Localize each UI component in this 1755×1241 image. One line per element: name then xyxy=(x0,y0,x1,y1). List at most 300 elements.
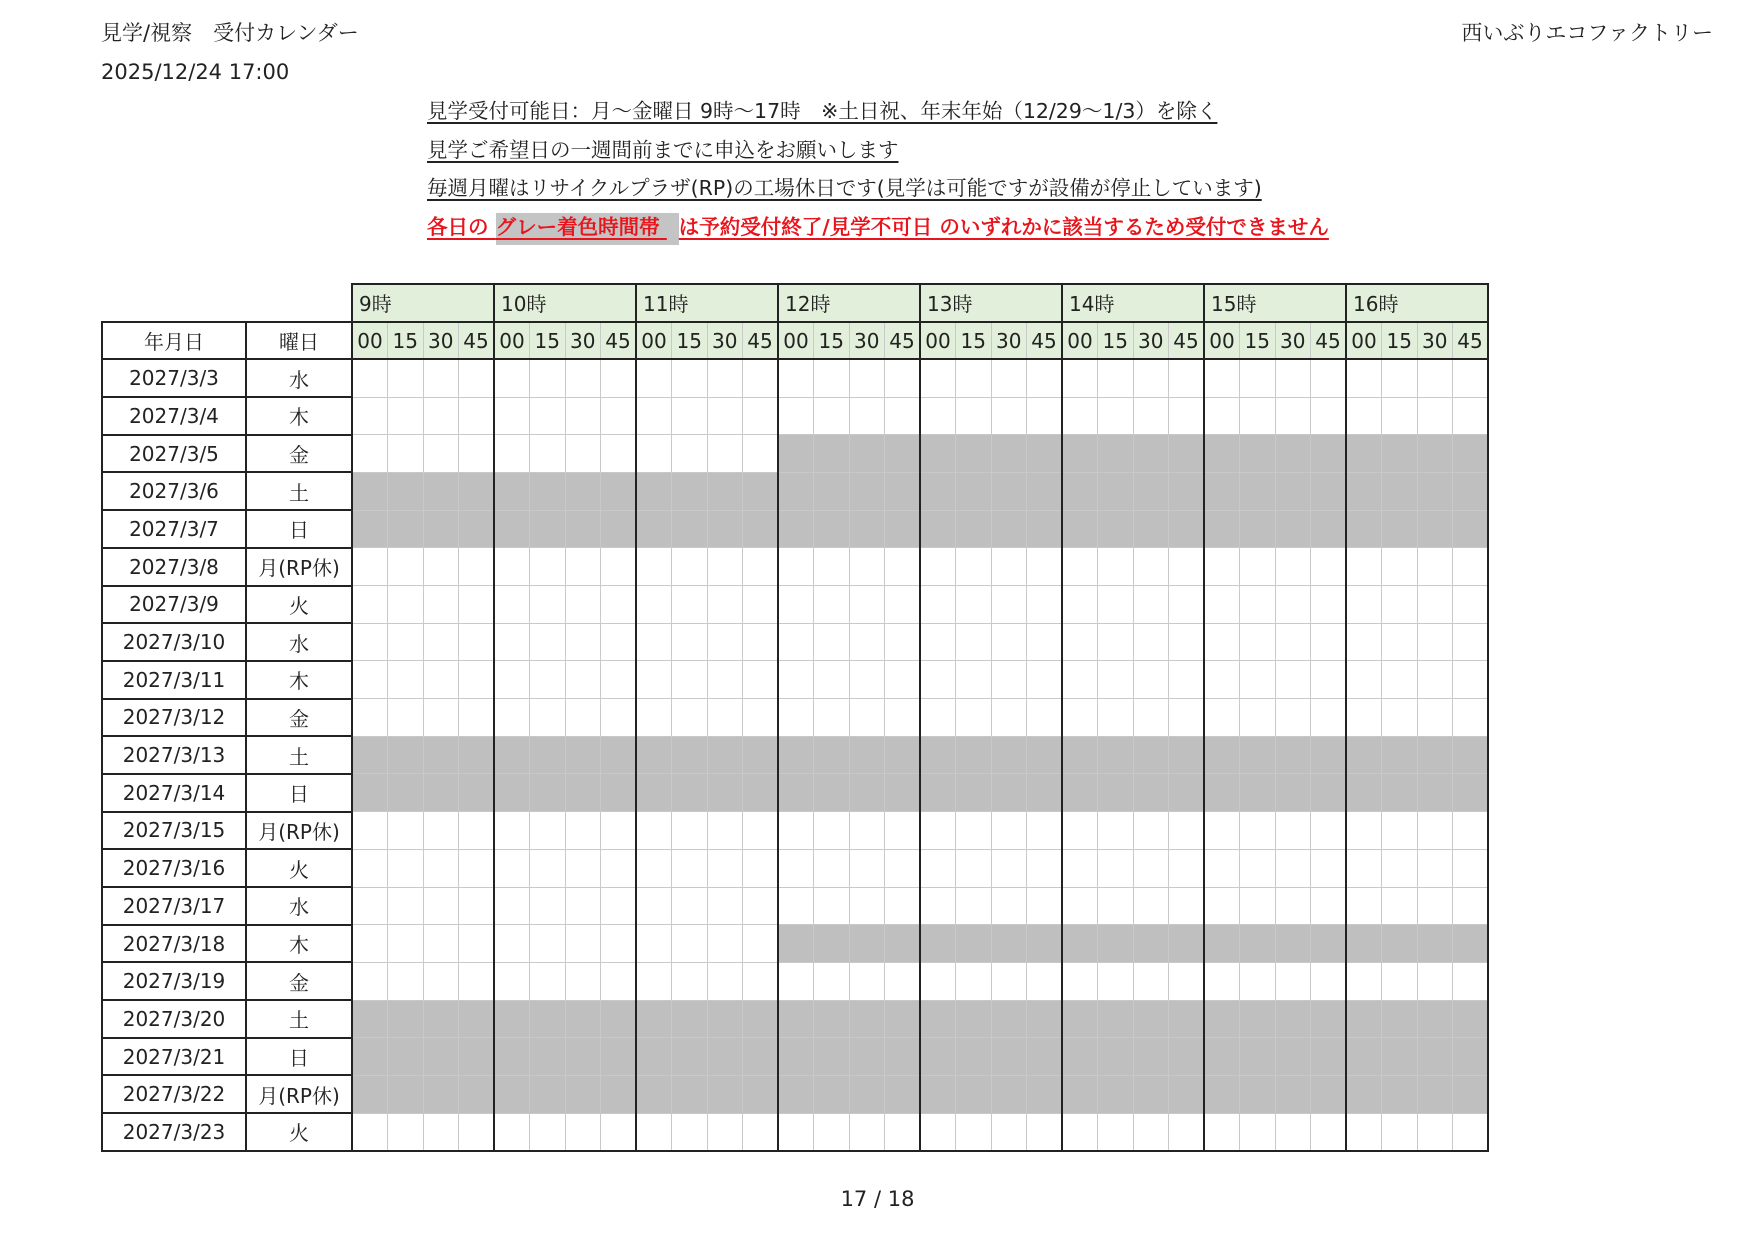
header-left xyxy=(101,14,359,92)
note-hours: 見学受付可能日：月～金曜日 9時～17時 ※土日祝、年末年始（12/29～1/3）を除く xyxy=(427,99,1218,123)
time-slot-blocked xyxy=(1027,774,1063,812)
time-slot-open xyxy=(352,397,388,435)
row-date: 2027/3/17 xyxy=(102,887,246,925)
time-slot-open xyxy=(743,699,779,737)
time-slot-open xyxy=(814,812,850,850)
time-slot-open xyxy=(459,812,495,850)
minute-header: 00 xyxy=(352,322,388,360)
time-slot-open xyxy=(352,623,388,661)
time-slot-blocked xyxy=(885,472,921,510)
time-slot-open xyxy=(956,586,992,624)
time-slot-blocked xyxy=(1027,736,1063,774)
time-slot-blocked xyxy=(530,510,566,548)
time-slot-open xyxy=(1346,699,1382,737)
time-slot-open xyxy=(565,548,601,586)
time-slot-open xyxy=(778,887,814,925)
time-slot-open xyxy=(1204,548,1240,586)
time-slot-blocked xyxy=(885,510,921,548)
time-slot-blocked xyxy=(1133,1075,1169,1113)
time-slot-open xyxy=(991,699,1027,737)
minute-header: 30 xyxy=(565,322,601,360)
time-slot-open xyxy=(601,359,637,397)
row-weekday: 火 xyxy=(246,1113,352,1151)
time-slot-blocked xyxy=(423,1000,459,1038)
time-slot-open xyxy=(388,397,424,435)
time-slot-open xyxy=(1204,812,1240,850)
time-slot-open xyxy=(1382,962,1418,1000)
time-slot-open xyxy=(885,1113,921,1151)
time-slot-open xyxy=(778,623,814,661)
minute-header: 00 xyxy=(1062,322,1098,360)
print-datetime: 2025/12/24 17:00 xyxy=(101,60,290,84)
time-slot-open xyxy=(885,962,921,1000)
time-slot-blocked xyxy=(956,925,992,963)
time-slot-blocked xyxy=(601,472,637,510)
time-slot-open xyxy=(778,548,814,586)
row-date: 2027/3/6 xyxy=(102,472,246,510)
time-slot-open xyxy=(707,1113,743,1151)
minute-header: 30 xyxy=(1275,322,1311,360)
time-slot-open xyxy=(1169,661,1205,699)
time-slot-open xyxy=(991,1113,1027,1151)
time-slot-blocked xyxy=(1240,510,1276,548)
time-slot-blocked xyxy=(494,1000,530,1038)
time-slot-blocked xyxy=(778,472,814,510)
time-slot-open xyxy=(956,1113,992,1151)
time-slot-open xyxy=(459,849,495,887)
time-slot-open xyxy=(1098,887,1134,925)
time-slot-open xyxy=(636,586,672,624)
time-slot-open xyxy=(920,359,956,397)
time-slot-open xyxy=(1133,586,1169,624)
time-slot-open xyxy=(707,623,743,661)
time-slot-open xyxy=(459,548,495,586)
row-weekday: 水 xyxy=(246,623,352,661)
time-slot-blocked xyxy=(459,1038,495,1076)
time-slot-open xyxy=(956,962,992,1000)
time-slot-open xyxy=(1311,699,1347,737)
time-slot-blocked xyxy=(991,1038,1027,1076)
time-slot-open xyxy=(1062,699,1098,737)
time-slot-open xyxy=(885,849,921,887)
time-slot-blocked xyxy=(920,510,956,548)
time-slot-blocked xyxy=(956,1000,992,1038)
time-slot-open xyxy=(991,586,1027,624)
time-slot-blocked xyxy=(494,774,530,812)
minute-header: 30 xyxy=(1133,322,1169,360)
row-weekday: 木 xyxy=(246,925,352,963)
time-slot-open xyxy=(920,397,956,435)
time-slot-open xyxy=(352,586,388,624)
time-slot-open xyxy=(1311,623,1347,661)
time-slot-open xyxy=(1417,359,1453,397)
time-slot-blocked xyxy=(459,736,495,774)
hour-header: 12時 xyxy=(778,284,920,322)
time-slot-open xyxy=(707,699,743,737)
time-slot-open xyxy=(1417,397,1453,435)
time-slot-blocked xyxy=(1062,925,1098,963)
time-slot-open xyxy=(636,699,672,737)
time-slot-blocked xyxy=(743,736,779,774)
time-slot-blocked xyxy=(423,1038,459,1076)
time-slot-open xyxy=(1275,661,1311,699)
note-warning: 各日の グレー着色時間帯 は予約受付終了/見学不可日 のいずれかに該当するため受付できません xyxy=(427,208,1329,247)
time-slot-blocked xyxy=(1275,435,1311,473)
time-slot-open xyxy=(1204,586,1240,624)
time-slot-open xyxy=(1382,586,1418,624)
time-slot-blocked xyxy=(1346,1075,1382,1113)
time-slot-blocked xyxy=(743,510,779,548)
time-slot-open xyxy=(885,699,921,737)
time-slot-blocked xyxy=(1275,472,1311,510)
time-slot-blocked xyxy=(849,472,885,510)
time-slot-blocked xyxy=(672,1038,708,1076)
time-slot-blocked xyxy=(991,472,1027,510)
time-slot-open xyxy=(1169,623,1205,661)
time-slot-open xyxy=(1133,887,1169,925)
time-slot-open xyxy=(814,548,850,586)
time-slot-open xyxy=(1169,1113,1205,1151)
time-slot-open xyxy=(707,548,743,586)
time-slot-blocked xyxy=(1453,1075,1489,1113)
time-slot-blocked xyxy=(1311,925,1347,963)
row-date: 2027/3/23 xyxy=(102,1113,246,1151)
time-slot-blocked xyxy=(1417,774,1453,812)
time-slot-open xyxy=(352,1113,388,1151)
time-slot-blocked xyxy=(1027,1075,1063,1113)
time-slot-blocked xyxy=(601,1075,637,1113)
time-slot-blocked xyxy=(1098,1038,1134,1076)
time-slot-blocked xyxy=(743,1075,779,1113)
time-slot-open xyxy=(991,548,1027,586)
notes-block xyxy=(427,92,1329,247)
time-slot-blocked xyxy=(1382,736,1418,774)
time-slot-open xyxy=(494,925,530,963)
time-slot-open xyxy=(1027,661,1063,699)
time-slot-blocked xyxy=(991,774,1027,812)
time-slot-blocked xyxy=(1204,1075,1240,1113)
time-slot-blocked xyxy=(956,1038,992,1076)
time-slot-open xyxy=(1417,887,1453,925)
time-slot-open xyxy=(672,397,708,435)
time-slot-blocked xyxy=(885,1038,921,1076)
time-slot-open xyxy=(1382,359,1418,397)
time-slot-open xyxy=(1062,586,1098,624)
time-slot-open xyxy=(1346,397,1382,435)
calendar-row xyxy=(102,510,1488,548)
time-slot-open xyxy=(1169,887,1205,925)
time-slot-blocked xyxy=(1417,472,1453,510)
time-slot-open xyxy=(423,699,459,737)
time-slot-blocked xyxy=(1346,736,1382,774)
time-slot-open xyxy=(636,812,672,850)
time-slot-open xyxy=(494,849,530,887)
time-slot-open xyxy=(1453,623,1489,661)
time-slot-blocked xyxy=(459,1000,495,1038)
time-slot-blocked xyxy=(1204,435,1240,473)
minute-header: 30 xyxy=(849,322,885,360)
time-slot-open xyxy=(885,623,921,661)
time-slot-open xyxy=(1275,548,1311,586)
row-date: 2027/3/12 xyxy=(102,699,246,737)
time-slot-open xyxy=(1062,359,1098,397)
time-slot-open xyxy=(1275,359,1311,397)
hour-header: 16時 xyxy=(1346,284,1488,322)
time-slot-open xyxy=(1204,359,1240,397)
time-slot-open xyxy=(1453,887,1489,925)
time-slot-open xyxy=(530,812,566,850)
time-slot-open xyxy=(494,548,530,586)
minute-header-row xyxy=(102,322,1488,360)
time-slot-open xyxy=(459,661,495,699)
minute-header: 30 xyxy=(707,322,743,360)
time-slot-open xyxy=(601,812,637,850)
time-slot-open xyxy=(459,397,495,435)
time-slot-open xyxy=(743,586,779,624)
time-slot-open xyxy=(814,397,850,435)
row-date: 2027/3/14 xyxy=(102,774,246,812)
time-slot-blocked xyxy=(636,774,672,812)
time-slot-open xyxy=(1311,397,1347,435)
time-slot-open xyxy=(1382,887,1418,925)
time-slot-blocked xyxy=(565,510,601,548)
time-slot-open xyxy=(956,397,992,435)
time-slot-open xyxy=(1133,849,1169,887)
time-slot-open xyxy=(601,435,637,473)
time-slot-blocked xyxy=(1098,472,1134,510)
time-slot-blocked xyxy=(885,925,921,963)
time-slot-open xyxy=(1133,1113,1169,1151)
time-slot-blocked xyxy=(423,736,459,774)
time-slot-open xyxy=(494,623,530,661)
time-slot-open xyxy=(672,359,708,397)
calendar-row xyxy=(102,887,1488,925)
time-slot-open xyxy=(1311,887,1347,925)
time-slot-open xyxy=(1417,661,1453,699)
time-slot-open xyxy=(636,397,672,435)
time-slot-blocked xyxy=(1133,736,1169,774)
time-slot-open xyxy=(423,397,459,435)
time-slot-open xyxy=(1240,359,1276,397)
time-slot-blocked xyxy=(1453,510,1489,548)
time-slot-blocked xyxy=(423,472,459,510)
time-slot-blocked xyxy=(1204,925,1240,963)
time-slot-open xyxy=(707,397,743,435)
time-slot-blocked xyxy=(1169,1038,1205,1076)
minute-header: 45 xyxy=(1311,322,1347,360)
time-slot-open xyxy=(1027,397,1063,435)
time-slot-blocked xyxy=(814,435,850,473)
time-slot-blocked xyxy=(920,1038,956,1076)
time-slot-open xyxy=(352,548,388,586)
time-slot-open xyxy=(1240,887,1276,925)
time-slot-open xyxy=(707,887,743,925)
time-slot-open xyxy=(778,586,814,624)
time-slot-open xyxy=(601,1113,637,1151)
time-slot-blocked xyxy=(565,774,601,812)
time-slot-open xyxy=(530,586,566,624)
time-slot-blocked xyxy=(1169,472,1205,510)
time-slot-blocked xyxy=(530,472,566,510)
time-slot-blocked xyxy=(1169,1075,1205,1113)
time-slot-open xyxy=(743,1113,779,1151)
time-slot-open xyxy=(565,812,601,850)
time-slot-blocked xyxy=(920,925,956,963)
row-weekday: 金 xyxy=(246,962,352,1000)
time-slot-open xyxy=(352,887,388,925)
time-slot-blocked xyxy=(1133,435,1169,473)
time-slot-blocked xyxy=(1133,925,1169,963)
note-monday: 毎週月曜はリサイクルプラザ(RP)の工場休日です(見学は可能ですが設備が停止しています) xyxy=(427,176,1262,201)
time-slot-open xyxy=(601,661,637,699)
time-slot-blocked xyxy=(352,1075,388,1113)
time-slot-open xyxy=(423,849,459,887)
row-weekday: 木 xyxy=(246,661,352,699)
time-slot-open xyxy=(849,849,885,887)
time-slot-blocked xyxy=(388,1075,424,1113)
calendar-row xyxy=(102,1113,1488,1151)
time-slot-open xyxy=(672,435,708,473)
time-slot-open xyxy=(352,359,388,397)
time-slot-open xyxy=(1346,812,1382,850)
time-slot-open xyxy=(849,962,885,1000)
time-slot-blocked xyxy=(672,1075,708,1113)
time-slot-blocked xyxy=(1346,435,1382,473)
time-slot-open xyxy=(1169,586,1205,624)
time-slot-open xyxy=(423,887,459,925)
time-slot-open xyxy=(1275,397,1311,435)
time-slot-open xyxy=(494,812,530,850)
time-slot-blocked xyxy=(1169,510,1205,548)
time-slot-blocked xyxy=(1027,925,1063,963)
time-slot-open xyxy=(849,359,885,397)
row-date: 2027/3/10 xyxy=(102,623,246,661)
minute-header: 15 xyxy=(530,322,566,360)
time-slot-blocked xyxy=(1382,510,1418,548)
time-slot-open xyxy=(459,623,495,661)
time-slot-open xyxy=(743,925,779,963)
time-slot-blocked xyxy=(1311,435,1347,473)
time-slot-open xyxy=(565,887,601,925)
time-slot-open xyxy=(459,962,495,1000)
time-slot-blocked xyxy=(991,1075,1027,1113)
time-slot-open xyxy=(352,849,388,887)
time-slot-open xyxy=(920,1113,956,1151)
time-slot-open xyxy=(920,887,956,925)
row-weekday: 火 xyxy=(246,586,352,624)
time-slot-open xyxy=(1382,1113,1418,1151)
time-slot-blocked xyxy=(672,736,708,774)
time-slot-open xyxy=(1382,548,1418,586)
time-slot-open xyxy=(1417,699,1453,737)
time-slot-open xyxy=(1062,812,1098,850)
row-date: 2027/3/16 xyxy=(102,849,246,887)
time-slot-open xyxy=(778,849,814,887)
time-slot-open xyxy=(565,1113,601,1151)
time-slot-open xyxy=(1382,699,1418,737)
time-slot-open xyxy=(1204,1113,1240,1151)
time-slot-open xyxy=(743,962,779,1000)
page-number: 17 / 18 xyxy=(840,1187,915,1211)
time-slot-blocked xyxy=(388,1038,424,1076)
time-slot-open xyxy=(778,397,814,435)
time-slot-blocked xyxy=(1098,510,1134,548)
time-slot-blocked xyxy=(920,472,956,510)
time-slot-open xyxy=(1275,812,1311,850)
time-slot-open xyxy=(1453,962,1489,1000)
time-slot-open xyxy=(1027,548,1063,586)
time-slot-blocked xyxy=(778,736,814,774)
time-slot-blocked xyxy=(991,1000,1027,1038)
time-slot-blocked xyxy=(352,1038,388,1076)
time-slot-open xyxy=(1311,359,1347,397)
time-slot-open xyxy=(1240,397,1276,435)
time-slot-open xyxy=(1311,962,1347,1000)
time-slot-blocked xyxy=(1453,435,1489,473)
time-slot-open xyxy=(388,548,424,586)
time-slot-open xyxy=(1098,359,1134,397)
time-slot-blocked xyxy=(991,736,1027,774)
time-slot-blocked xyxy=(494,1038,530,1076)
time-slot-open xyxy=(388,962,424,1000)
time-slot-open xyxy=(1240,699,1276,737)
time-slot-blocked xyxy=(1382,472,1418,510)
time-slot-open xyxy=(636,359,672,397)
time-slot-blocked xyxy=(814,774,850,812)
time-slot-open xyxy=(494,1113,530,1151)
time-slot-open xyxy=(1062,962,1098,1000)
time-slot-blocked xyxy=(636,1000,672,1038)
time-slot-blocked xyxy=(956,510,992,548)
time-slot-blocked xyxy=(565,1000,601,1038)
time-slot-blocked xyxy=(1311,1000,1347,1038)
time-slot-open xyxy=(1169,359,1205,397)
time-slot-open xyxy=(885,548,921,586)
time-slot-blocked xyxy=(885,736,921,774)
time-slot-open xyxy=(778,359,814,397)
time-slot-blocked xyxy=(672,1000,708,1038)
time-slot-open xyxy=(494,699,530,737)
time-slot-blocked xyxy=(1169,1000,1205,1038)
time-slot-blocked xyxy=(1275,774,1311,812)
time-slot-open xyxy=(1098,548,1134,586)
time-slot-open xyxy=(1240,586,1276,624)
time-slot-open xyxy=(459,925,495,963)
time-slot-open xyxy=(814,849,850,887)
time-slot-open xyxy=(1240,661,1276,699)
time-slot-open xyxy=(1346,1113,1382,1151)
time-slot-open xyxy=(991,962,1027,1000)
time-slot-open xyxy=(601,548,637,586)
time-slot-open xyxy=(601,887,637,925)
time-slot-blocked xyxy=(1098,736,1134,774)
time-slot-open xyxy=(352,962,388,1000)
time-slot-open xyxy=(565,849,601,887)
time-slot-open xyxy=(1169,699,1205,737)
time-slot-open xyxy=(849,661,885,699)
time-slot-blocked xyxy=(672,510,708,548)
time-slot-blocked xyxy=(849,435,885,473)
time-slot-open xyxy=(1098,397,1134,435)
time-slot-open xyxy=(1062,623,1098,661)
time-slot-open xyxy=(530,1113,566,1151)
time-slot-open xyxy=(530,623,566,661)
minute-header: 45 xyxy=(885,322,921,360)
time-slot-open xyxy=(530,887,566,925)
time-slot-open xyxy=(423,962,459,1000)
time-slot-blocked xyxy=(814,1075,850,1113)
time-slot-open xyxy=(494,397,530,435)
